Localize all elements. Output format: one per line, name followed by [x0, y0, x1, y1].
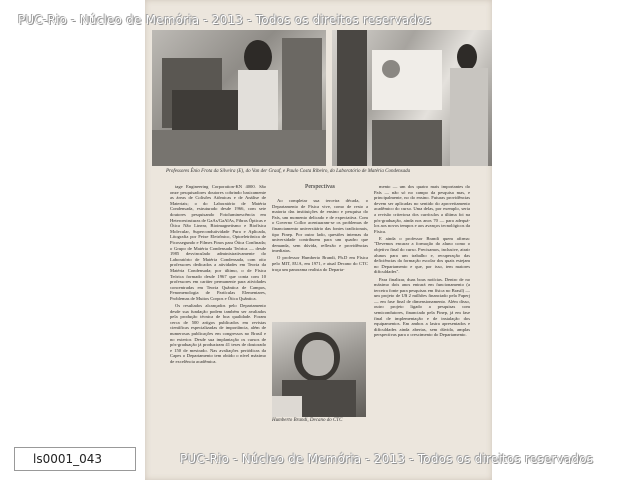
- section-title: Perspectivas: [305, 184, 335, 190]
- paragraph: Os resultados alcançados pelo Departamento desde sua fundação podem também ser avaliados pela produção técnica de boa qualidade. Foram cerca de 500 artigos publicados em revistas científicas especializadas de importância, além de numerosas publicações em congressos no Brasil e no exterior. Desde sua implantação os cursos de pós-graduação já produziram 41 teses de doutorado e 150 de mestrado. Nas avaliações periódicas da Capes o Departamento tem obtido o nível máximo de excelência acadêmica.: [170, 302, 266, 364]
- paragraph: Ao completar sua terceira década, o Departamento de Física vive, como de resto a maioria das instituições de ensino e pesquisa do País, um momento delicado e de expectativa. Com o Governo Collor acentuaram-se os problemas de financiamento universitário das fontes tradicionais, tipo Finep. Por outro lado, questões internas da universidade contribuem para um quadro que demanda, sem dúvida, reflexão e providências imediatas.: [272, 198, 368, 254]
- portrait-caption: Humberto Brandi, Decano do CTC: [272, 418, 343, 423]
- lab-photo-left: [152, 30, 326, 166]
- paragraph: mento — um dos quatro mais importantes do País — não só no campo da pesquisa mas, e principalmente, no do ensino. Futuras providências devem ser aplicadas no sentido do aproveitamento acadêmico do curso. Uma delas, por exemplo, seria a revisão criteriosa dos currículos a última foi na pós-graduação, ainda nos anos 70 — para adequá-los aos novos tempos e aos avanços tecnológicos da Física.: [374, 184, 470, 234]
- portrait-photo: [272, 322, 366, 417]
- article-column-2: [272, 198, 368, 320]
- paragraph: tage Engineering Corporation-KN 4000. São onze pesquisadores doutores cobrindo basicamente as áreas de Colisões Atômicas e de Análise de Materiais; o do Laboratório de Matéria Condensada, estruturado desde 1966, com sete doutores pesquisando Fotoluminescência em Heteroestruturas de GaAs/GaAlAs, Fibras Ópticas e Ótica Não Linear, Bioimagnetismo e Biofísica Molecular, Supercondutividade Pura e Aplicada, Litografia por Feixe Eletrônico, Optoeletrônica de Picossegundo e Filmes Finos para Ótica Confinada; o Grupo de Matéria Condensada Teórica — desde 1985 desvinculado administrativamente do Laboratório de Matéria Condensada, com oito professores dedicados a atividades em Teoria da Matéria Condensada; por último, o de Física Teórica formado desde 1967 que conta com 10 professores em caráter permanente para atividades concentradas em Teoria Quântica de Campos, Fenomenologia de Partículas Elementares, Problemas de Muitos Corpos e Ótica Quântica.: [170, 184, 266, 301]
- article-column-1: [170, 184, 266, 446]
- photo-caption-top: Professores Ênio Frota da Silveira (E), do Van der Graaf, e Paulo Costa Ribeiro, do Laboratório de Matéria Condensada: [166, 169, 411, 174]
- document-code: ls0001_043: [14, 447, 136, 471]
- watermark-top: PUC-Rio - Núcleo de Memória - 2013 - Todos os direitos reservados: [18, 13, 432, 27]
- article-column-3: [374, 184, 470, 412]
- paragraph: E ainda o professor Brandi quem afirma: "Devemos encarar a formação do aluno como o objetivo final do curso. Precisamos, inclusive, atrair alunos para um trabalho e, recuperação das deficiências da formação escolar dos quais estejam no Departamento e que, por isso, tem maiores dificuldades".: [374, 235, 470, 275]
- lab-photo-right: [332, 30, 492, 166]
- paragraph: Para finalizar, duas boas notícias. Dentro de no máximo dois anos entrará em funcionamento (a terceira fonte para pesquisas em física no Brasil) — um projeto de U$ 2 milhões financiado pela Faperj — em fase final de dimensionamento. Além disso, outro projeto ligado a pesquisas com semicondutores, financiado pela Finep, já em fase final de implementação e de instalação dos equipamentos. Em ambos a lastra apresentados e dificuldades ainda abertas, sem dúvida, amplas perspectivas para o crescimento do Departamento.: [374, 276, 470, 338]
- watermark-bottom: PUC-Rio - Núcleo de Memória - 2013 - Todos os direitos reservados: [180, 452, 594, 466]
- paragraph: O professor Humberto Brandi, Ph.D em Física pelo MIT, EUA, em 1971, e atual Decano do CTC traça um panorama realista do Departa-: [272, 255, 368, 272]
